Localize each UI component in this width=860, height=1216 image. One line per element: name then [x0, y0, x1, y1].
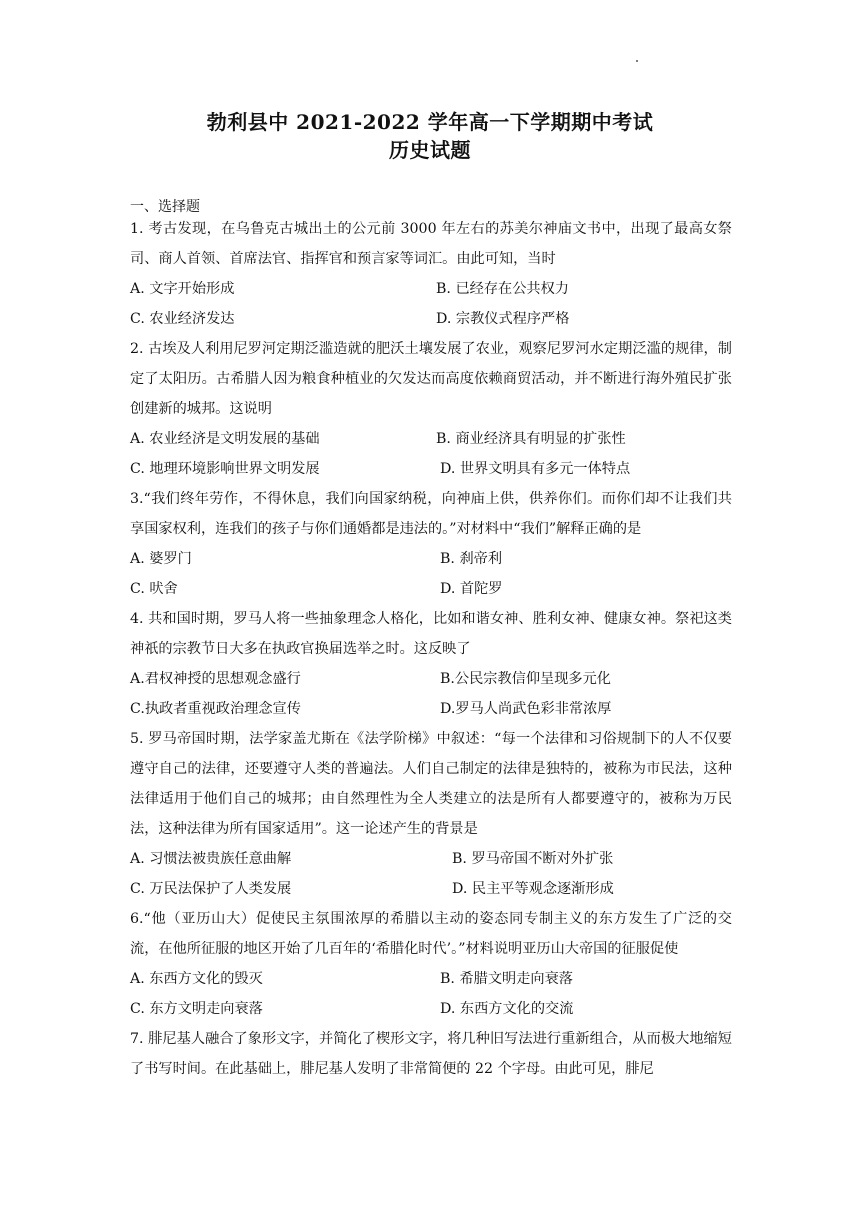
exam-title: 勃利县中 2021-2022 学年高一下学期期中考试 [206, 110, 654, 134]
question-stem: 1. 考古发现，在乌鲁克古城出土的公元前 3000 年左右的苏美尔神庙文书中，出现了最高女祭司、商人首领、首席法官、指挥官和预言家等词汇。由此可知，当时 [130, 221, 732, 267]
exam-subject: 历史试题 [389, 138, 471, 162]
option-d: D. 民主平等观念逐渐形成 [452, 881, 614, 897]
question-3 [130, 484, 732, 604]
option-c: C. 农业经济发达 [130, 311, 235, 327]
option-d: D. 宗教仪式程序严格 [436, 311, 570, 327]
question-4 [130, 604, 732, 724]
option-row [130, 874, 732, 904]
option-row [130, 664, 732, 694]
option-d: D. 东西方文化的交流 [440, 1001, 574, 1017]
option-row [130, 574, 732, 604]
option-d: D. 首陀罗 [440, 581, 503, 597]
question-stem: 2. 古埃及人利用尼罗河定期泛滥造就的肥沃土壤发展了农业，观察尼罗河水定期泛滥的规律，制定了太阳历。古希腊人因为粮食种植业的欠发达而高度依赖商贸活动，并不断进行海外殖民扩张创建新的城邦。这说明 [130, 341, 732, 417]
question-list [130, 214, 732, 1084]
option-c: C. 万民法保护了人类发展 [130, 881, 292, 897]
question-stem: 5. 罗马帝国时期，法学家盖尤斯在《法学阶梯》中叙述：“每一个法律和习俗规制下的人不仅要遵守自己的法律，还要遵守人类的普遍法。人们自己制定的法律是独特的，被称为市民法，这种法律适用于他们自己的城邦；由自然理性为全人类建立的法是所有人都要遵守的，被称为万民法，这种法律为所有国家适用”。这一论述产生的背景是 [130, 731, 732, 837]
option-c: C. 东方文明走向衰落 [130, 1001, 263, 1017]
option-a: A. 农业经济是文明发展的基础 [130, 431, 320, 447]
option-b: B.公民宗教信仰呈现多元化 [440, 671, 611, 687]
option-b: B. 商业经济具有明显的扩张性 [436, 431, 626, 447]
question-stem: 4. 共和国时期，罗马人将一些抽象理念人格化，比如和谐女神、胜利女神、健康女神。祭祀这类神祇的宗教节日大多在执政官换届选举之时。这反映了 [130, 611, 732, 657]
question-5 [130, 724, 732, 904]
option-a: A.君权神授的思想观念盛行 [130, 671, 301, 687]
option-row [130, 964, 732, 994]
option-row [130, 274, 732, 304]
question-7 [130, 1024, 732, 1084]
option-row [130, 844, 732, 874]
option-b: B. 希腊文明走向衰落 [440, 971, 573, 987]
option-row [130, 694, 732, 724]
option-row [130, 454, 732, 484]
question-1 [130, 214, 732, 334]
option-row [130, 994, 732, 1024]
option-a: A. 习惯法被贵族任意曲解 [130, 851, 292, 867]
question-6 [130, 904, 732, 1024]
option-a: A. 东西方文化的毁灭 [130, 971, 263, 987]
question-stem: 6.“他（亚历山大）促使民主氛围浓厚的希腊以主动的姿态同专制主义的东方发生了广泛的交流，在他所征服的地区开始了几百年的‘希腊化时代’。”材料说明亚历山大帝国的征服促使 [130, 911, 732, 957]
option-b: B. 刹帝利 [440, 551, 503, 567]
option-d: D.罗马人尚武色彩非常浓厚 [440, 701, 612, 717]
option-b: B. 已经存在公共权力 [436, 281, 569, 297]
question-stem: 3.“我们终年劳作，不得休息，我们向国家纳税，向神庙上供，供养你们。而你们却不让我们共享国家权利，连我们的孩子与你们通婚都是违法的。”对材料中“我们”解释正确的是 [130, 491, 732, 537]
option-c: C. 地理环境影响世界文明发展 [130, 461, 320, 477]
option-a: A. 婆罗门 [130, 551, 192, 567]
option-c: C. 吠舍 [130, 581, 178, 597]
option-b: B. 罗马帝国不断对外扩张 [452, 851, 614, 867]
question-2 [130, 334, 732, 484]
section-heading: 一、选择题 [130, 199, 200, 215]
option-c: C.执政者重视政治理念宣传 [130, 701, 301, 717]
question-stem: 7. 腓尼基人融合了象形文字，并简化了楔形文字，将几种旧写法进行重新组合，从而极大地缩短了书写时间。在此基础上，腓尼基人发明了非常简便的 22 个字母。由此可见，腓尼 [130, 1031, 732, 1077]
option-a: A. 文字开始形成 [130, 281, 235, 297]
option-row [130, 544, 732, 574]
option-d: D. 世界文明具有多元一体特点 [440, 461, 631, 477]
decorative-dot [636, 60, 638, 62]
option-row [130, 424, 732, 454]
option-row [130, 304, 732, 334]
